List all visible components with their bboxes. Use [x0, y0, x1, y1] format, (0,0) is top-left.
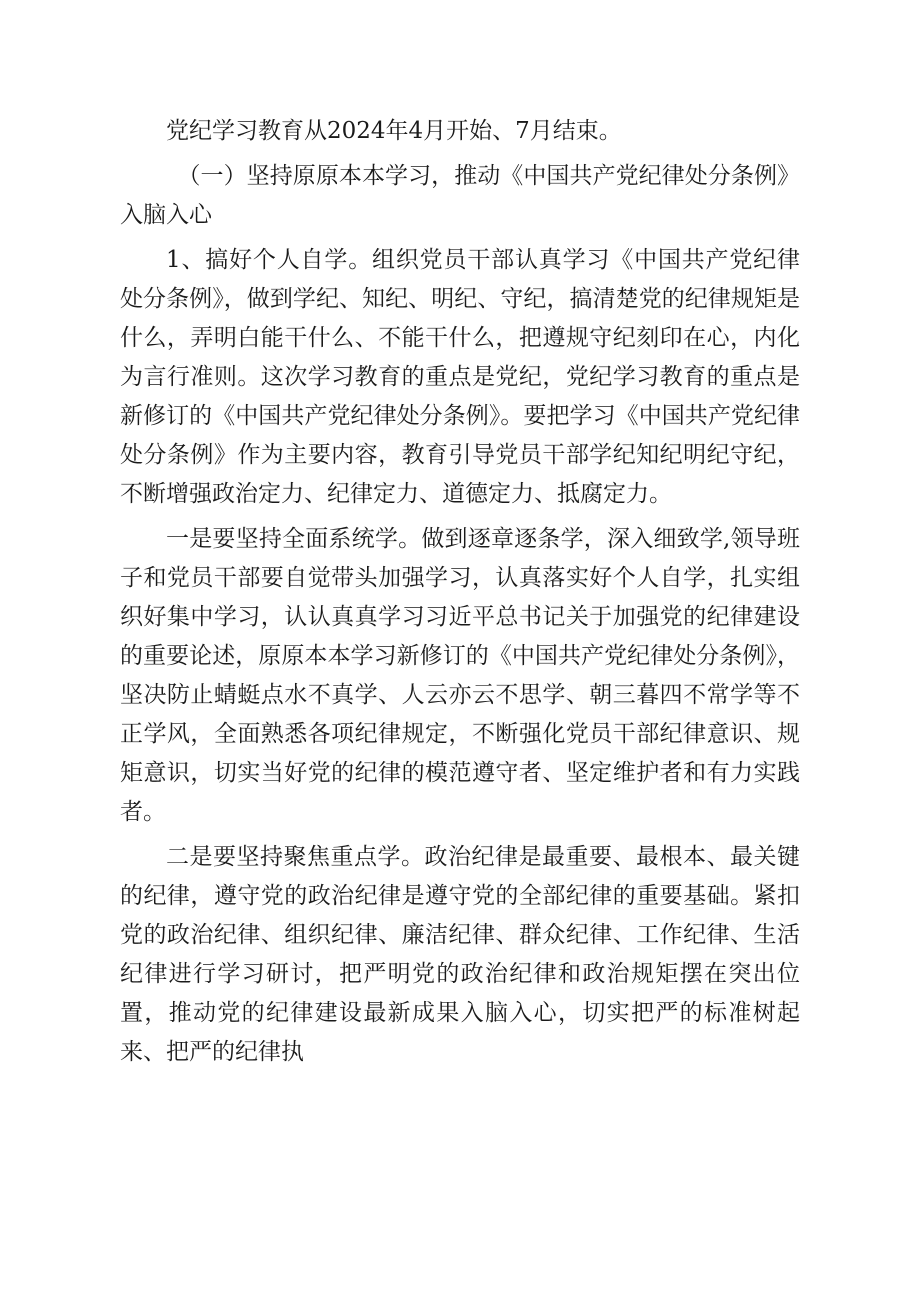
document-body: [120, 112, 800, 1078]
section-heading: （一）坚持原原本本学习，推动《中国共产党纪律处分条例》入脑入心: [120, 163, 800, 228]
intro-paragraph: 党纪学习教育从2024年4月开始、7月结束。: [166, 118, 622, 144]
body-paragraph-3: 二是要坚持聚焦重点学。政治纪律是最重要、最根本、最关键的纪律，遵守党的政治纪律是遵守党的全部纪律的重要基础。紧扣党的政治纪律、组织纪律、廉洁纪律、群众纪律、工作纪律、生活纪律进行学习研讨，把严明党的政治纪律和政治规矩摆在突出位置，推动党的纪律建设最新成果入脑入心，切实把严的标准树起来、把严的纪律执: [120, 844, 800, 1065]
body-paragraph-1: 1、搞好个人自学。组织党员干部认真学习《中国共产党纪律处分条例》，做到学纪、知纪、明纪、守纪，搞清楚党的纪律规矩是什么，弄明白能干什么、不能干什么，把遵规守纪刻印在心，内化为言行准则。这次学习教育的重点是党纪，党纪学习教育的重点是新修订的《中国共产党纪律处分条例》。要把学习《中国共产党纪律处分条例》作为主要内容，教育引导党员干部学纪知纪明纪守纪，不断增强政治定力、纪律定力、道德定力、抵腐定力。: [120, 247, 800, 507]
body-paragraph-2: 一是要坚持全面系统学。做到逐章逐条学，深入细致学,领导班子和党员干部要自觉带头加强学习，认真落实好个人自学，扎实组织好集中学习，认认真真学习习近平总书记关于加强党的纪律建设的重要论述，原原本本学习新修订的《中国共产党纪律处分条例》，坚决防止蜻蜓点水不真学、人云亦云不思学、朝三暮四不常学等不正学风，全面熟悉各项纪律规定，不断强化党员干部纪律意识、规矩意识，切实当好党的纪律的模范遵守者、坚定维护者和有力实践者。: [120, 526, 800, 825]
